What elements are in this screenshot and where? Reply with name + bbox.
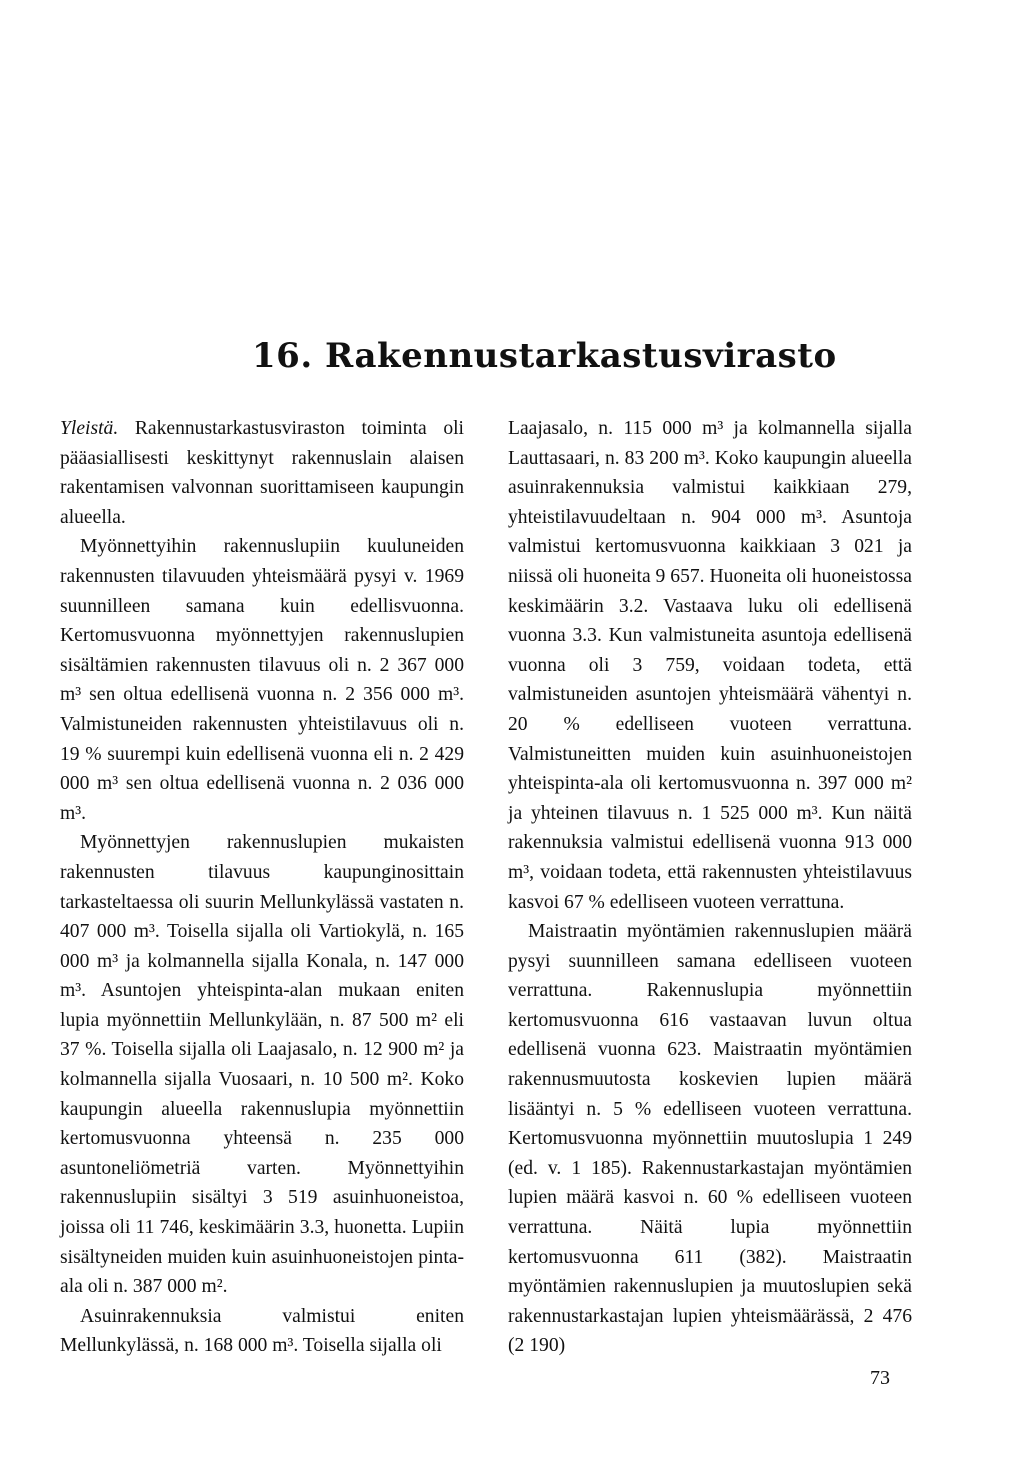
paragraph-general-text: Rakennustarkastusviraston toiminta oli pääasiallisesti keskittynyt rakennuslain alaisen rakentamisen valvonnan suorittamiseen kaupungin alueella.	[60, 418, 464, 528]
section-lead: Yleistä.	[60, 418, 119, 439]
page-title: 16. Rakennustarkastusvirasto	[252, 336, 837, 376]
paragraph-districts: Myönnettyjen rakennuslupien mukaisten rakennusten tilavuus kaupunginosittain tarkasteltaessa oli suurin Mellunkylässä vastaten n. 407 000 m³. Toisella sijalla oli Vartiokylä, n. 165 000 m³ ja kolmannella sijalla Konala, n. 147 000 m³. Asuntojen yhteispinta-alan mukaan eniten lupia myönnettiin Mellunkylään, n. 87 500 m² eli 37 %. Toisella sijalla oli Laajasalo, n. 12 900 m² ja kolmannella sijalla Vuosaari, n. 10 500 m². Koko kaupungin alueella rakennuslupia myönnettiin kertomusvuonna yhteensä n. 235 000 asuntoneliömetriä varten. Myönnettyihin rakennuslupiin sisältyi 3 519 asuinhuoneistoa, joissa oli 11 746, keskimäärin 3.3, huonetta. Lupiin sisältyneiden muiden kuin asuinhuoneistojen pinta-ala oli n. 387 000 m².	[60, 832, 464, 1298]
paragraph-completed-continued: Laajasalo, n. 115 000 m³ ja kolmannella sijalla Lauttasaari, n. 83 200 m³. Koko kaupungin alueella asuinrakennuksia valmistui kaikkiaan 279, yhteistilavuudeltaan n. 904 000 m³. Asuntoja valmistui kertomusvuonna kaikkiaan 3 021 ja niissä oli huoneita 9 657. Huoneita oli huoneistossa keskimäärin 3.2. Vastaava luku oli edellisenä vuonna 3.3. Kun valmistuneita asuntoja edellisenä vuonna oli 3 759, voidaan todeta, että valmistuneiden asuntojen yhteismäärä vähentyi n. 20 % edelliseen vuoteen verrattuna. Valmistuneitten muiden kuin asuinhuoneistojen yhteispinta-ala oli kertomusvuonna n. 397 000 m² ja yhteinen tilavuus n. 1 525 000 m³. Kun näitä rakennuksia valmistui edellisenä vuonna 913 000 m³, voidaan todeta, että rakennusten yhteistilavuus kasvoi 67 % edelliseen vuoteen verrattuna.	[508, 418, 912, 913]
right-column	[508, 414, 912, 1361]
paragraph-permit-volume: Myönnettyihin rakennuslupiin kuuluneiden rakennusten tilavuuden yhteismäärä pysyi v. 1969 suunnilleen samana kuin edellisvuonna. Kertomusvuonna myönnettyjen rakennuslupien sisältämien rakennusten tilavuus oli n. 2 367 000 m³ sen oltua edellisenä vuonna n. 2 356 000 m³. Valmistuneiden rakennusten yhteistilavuus oli n. 19 % suurempi kuin edellisenä vuonna eli n. 2 429 000 m³ sen oltua edellisenä vuonna n. 2 036 000 m³.	[60, 536, 464, 824]
paragraph-general	[60, 414, 464, 532]
paragraph-magistrate-permits: Maistraatin myöntämien rakennuslupien määrä pysyi suunnilleen samana edelliseen vuoteen verrattuna. Rakennuslupia myönnettiin kertomusvuonna 616 vastaavan luvun oltua edellisenä vuonna 623. Maistraatin myöntämien rakennusmuutosta koskevien lupien määrä lisääntyi n. 5 % edelliseen vuoteen verrattuna. Kertomusvuonna myönnettiin muutoslupia 1 249 (ed. v. 1 185). Rakennustarkastajan myöntämien lupien määrä kasvoi n. 60 % edelliseen vuoteen verrattuna. Näitä lupia myönnettiin kertomusvuonna 611 (382). Maistraatin myöntämien rakennuslupien ja muutoslupien sekä rakennustarkastajan lupien yhteismäärässä, 2 476 (2 190)	[508, 921, 912, 1357]
left-column	[60, 414, 464, 1361]
paragraph-completed-housing: Asuinrakennuksia valmistui eniten Mellunkylässä, n. 168 000 m³. Toisella sijalla oli	[60, 1305, 464, 1357]
page-number: 73	[870, 1367, 890, 1389]
